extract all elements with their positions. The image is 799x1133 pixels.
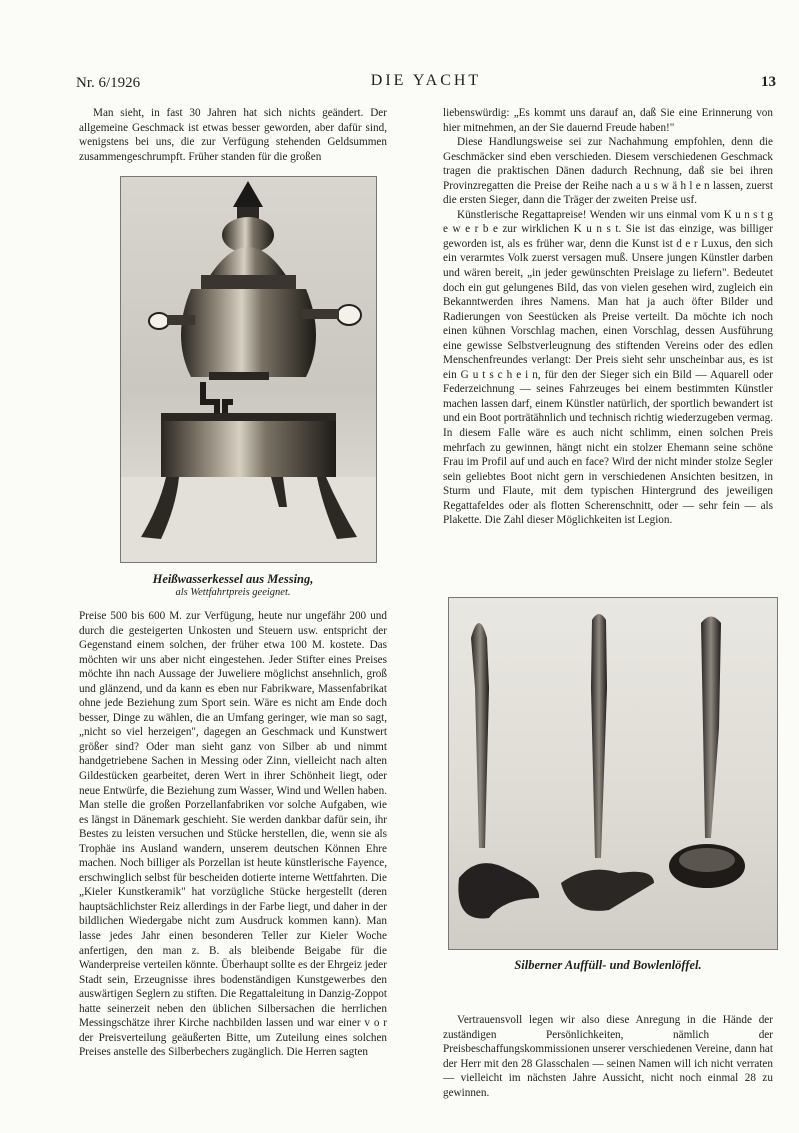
issue-number: Nr. 6/1926: [76, 75, 141, 91]
paragraph: Künstlerische Regattapreise! Wenden wir uns einmal vom K u n s t g e w e r b e zur wirklichen K u n s t. Sie ist das einzige, was billiger geworden ist, als es früher war, denn die Kunst ist d e r Luxus, den sich ein verarmtes Volk zuerst versagen muß. Unsere jungen Künstler darben und wären bereit, „in jeder gewünschten Preislage zu liefern". Bedeutet doch ein gut gelungenes Bild, das von vielen gesehen wird, zugleich ein Bekanntwerden ihres Namens. Man hat ja auch öfter Bilder und Radierungen von Seestücken als Preise verteilt. Da möchte ich noch einen kühnen Vorschlag machen, einen Vorschlag, dessen Ausführung eine gewisse Selbstverleugnung des stiftenden Vereins oder des edlen Menschenfreundes verlangt: Der Preis sieht sehr unscheinbar aus, es ist ein G u t s c h e i n, für den der Sieger sich ein Bild — Aquarell oder Federzeichnung — seines Fahrzeuges bei einem bestimmten Künstler machen lassen darf, einem Künstler natürlich, der sportlich bewandert ist und ein Boot porträtähnlich und technisch richtig wiederzugeben vermag. In diesem Falle wäre es auch nicht schlimm, einen solchen Preis mehrfach zu gewinnen, hängt nicht ein stolzer Ehemann seine schöne Frau im Profil auf und auch en face? Wird der nicht minder stolze Segler sein geliebtes Boot nicht gern in verschiedenen Ansichten besitzen, in Sturm und Flaute, mit dem typischen Hintergrund des jeweiligen Regattafeldes oder als flotten Scherenschnitt, oder — sehr fein — als Plakette. Die Zahl dieser Möglichkeiten ist Legion.: [443, 208, 773, 527]
spoons-caption: Silberner Auffüll- und Bowlenlöffel.: [514, 958, 702, 972]
right-column-bottom: [443, 1013, 773, 1100]
paragraph: Man sieht, in fast 30 Jahren hat sich nichts geändert. Der allgemeine Geschmack ist etwas besser geworden, aber dafür sind, wenigstens bei uns, die zur Verfügung stehenden Geldsummen zusammengeschrumpft. Früher standen für die großen: [79, 107, 387, 163]
paragraph: Vertrauensvoll legen wir also diese Anregung in die Hände der zuständigen Persönlichkeiten, nämlich der Preisbeschaffungskommissionen unserer verschiedenen Vereine, dann hat der Herr mit den 28 Glasschalen — seinen Namen will ich nicht verraten — vielleicht im nächsten Jahre Aussicht, nicht noch einmal 28 zu gewinnen.: [443, 1014, 773, 1099]
silver-ladles-illustration: [449, 598, 777, 949]
paragraph: Diese Handlungsweise sei zur Nachahmung empfohlen, denn die Geschmäcker sind eben verschieden. Diesem verschiedenen Geschmack tragen die praktischen Dänen dadurch Rechnung, daß sie bei ihren Provinzregatten die Preise der Reihe nach a u s w ä h l e n lassen, zuerst die ersten Sieger, dann die Träger der zweiten Preise usf.: [443, 136, 773, 207]
left-column-top: [79, 106, 387, 164]
brass-kettle-illustration: [121, 177, 376, 562]
paragraph: Preise 500 bis 600 M. zur Verfügung, heute nur ungefähr 200 und durch die gesteigerten Unkosten und Steuern usw. entspricht der Gegenstand einem solchen, der früher etwa 100 M. kostete. Das möchten wir uns aber nicht eingestehen. Jeder Stifter eines Preises möchte ihn nach Aussage der Juweliere möglichst ansehnlich, groß und glänzend, und da kann es eben nur Fabrikware, Massenfabrikat ohne jede Beziehung zum Sport sein. Wäre es nicht am Ende doch besser, Dinge zu wählen, die an Umfang geringer, wie man so sagt, „nicht so viel herzeigen", dagegen an Geschmack und Kunstwert größer sind? Oder man sieht ganz von Silber ab und nimmt handgetriebene Sachen in Messing oder Zinn, vielleicht nach alten Gildestücken gearbeitet, deren Wert in ihrer Schönheit liegt, oder neue Entwürfe, die Beziehung zum Wasser, Wind und Wellen haben. Man stelle die großen Porzellanfabriken vor solche Aufgaben, wie es längst in Dänemark geschieht. Sie werden dankbar dafür sein, ihr Bestes zu leisten versuchen und Stücke herstellen, die, wenn sie als Trophäe ins Ausland wandern, unserem deutschen Können Ehre machen. Noch billiger als Porzellan ist heute künstlerische Fayence, erschwinglich selbst für bescheiden dotierte interne Wettfahrten. Die „Kieler Kunstkeramik" hat vorzügliche Stücke hergestellt (deren hauptsächlichster Reiz allerdings in der Farbe liegt, und daher in der bildlichen Wiedergabe nicht zum Ausdruck kommen kann). Man lasse jedes Jahr einen besonderen Teller zur Kieler Woche anfertigen, den man z. B. als bleibende Beigabe für die Wanderpreise verteilen könnte. Überhaupt sollte es der Ehrgeiz jeder Stadt sein, Erzeugnisse ihres bodenständigen Kunstgewerbes den auswärtigen Seglern zu stiften. Die Regattaleitung in Danzig-Zoppot hatte seinerzeit neben den üblichen Silbersachen die herrlichen Messingschätze ihrer Kirche nachbilden lassen und war einer v o r der Preisverteilung geäußerten Bitte, um Zuteilung eines solchen Preises anstelle des Silberbechers zugänglich. Die Herren sagten: [79, 610, 387, 1059]
kettle-caption-title: Heißwasserkessel aus Messing,: [152, 572, 314, 586]
page-header: [76, 70, 776, 94]
right-column-top: [443, 106, 773, 528]
page-number: 13: [761, 74, 776, 90]
paragraph: liebenswürdig: „Es kommt uns darauf an, daß Sie eine Erinnerung von hier mitnehmen, an der Sie dauernd Freude haben!": [443, 107, 773, 134]
magazine-title: DIE YACHT: [370, 72, 482, 89]
spoons-photo: [448, 597, 778, 950]
kettle-caption-subtitle: als Wettfahrtpreis geeignet.: [175, 587, 291, 598]
kettle-photo: [120, 176, 377, 563]
left-column-bottom: [79, 609, 387, 1060]
